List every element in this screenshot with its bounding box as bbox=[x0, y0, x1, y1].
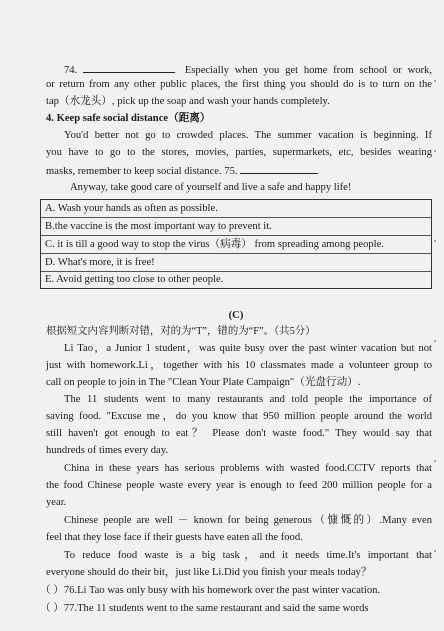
text-line: Anyway, take good care of yourself and live a safe and happy life! bbox=[70, 182, 352, 193]
text-line: You'd better not go to crowded places. The summer vacation is beginning. If bbox=[64, 130, 432, 141]
text-line: hundreds of times every day. bbox=[46, 445, 168, 456]
q74-blank[interactable] bbox=[83, 62, 175, 73]
text-line: just with homework.Li，together with his 10 classmates made a volunteer group to bbox=[46, 360, 432, 371]
text-line: To reduce food waste is a big task，and it needs time.It's important that bbox=[64, 550, 432, 561]
text-line: year. bbox=[46, 497, 67, 508]
q74-number: 74. bbox=[64, 65, 78, 76]
section-c-instruction: 根据短文内容判断对错，对的为“T”，错的为“F”。（共5分） bbox=[46, 326, 316, 337]
q75-blank[interactable] bbox=[240, 163, 318, 174]
text-line: call on people to join in The "Clean Your Plate Campaign"（光盘行动）. bbox=[46, 377, 361, 388]
question-76[interactable]: （ ）76.Li Tao was only busy with his homework over the past winter vacation. bbox=[40, 585, 381, 596]
option-a: A. Wash your hands as often as possible. bbox=[45, 203, 218, 214]
text-line: tap（水龙头）, pick up the soap and wash your hands completely. bbox=[46, 96, 330, 107]
text-line: The 11 students went to many restaurants and told people the importance of bbox=[64, 394, 432, 405]
q75-text: masks, remember to keep social distance. 75. bbox=[46, 166, 238, 177]
scan-margin-marks bbox=[434, 40, 438, 580]
option-e: E. Avoid getting too close to other people. bbox=[45, 274, 224, 285]
text-line: Chinese people are well － known for being generous（慷慨的）.Many even bbox=[64, 515, 432, 526]
text-line: saving food. "Excuse me，do you know that 950 million people around the world bbox=[46, 411, 432, 422]
options-box bbox=[40, 199, 432, 289]
text-line: Li Tao，a Junior 1 student，was quite busy over the past winter vacation but not bbox=[64, 343, 432, 354]
text-line: China in these years has serious problems with wasted food.CCTV reports that bbox=[64, 463, 432, 474]
section-c-label: (C) bbox=[228, 310, 244, 321]
text-line: feel that they lose face if their guests have eaten all the food. bbox=[46, 532, 303, 543]
q74-line bbox=[64, 62, 432, 78]
q75-line bbox=[46, 163, 432, 179]
text-line: you have to go to the stores, movies, parties, supermarkets, etc, besides wearing bbox=[46, 147, 432, 158]
question-77[interactable]: （ ）77.The 11 students went to the same restaurant and said the same words bbox=[40, 603, 369, 614]
text-line: or return from any other public places, the first thing you should do is to turn on the bbox=[46, 79, 432, 90]
text-line: the food Chinese people waste every year is enough to feed 200 million people for a bbox=[46, 480, 432, 491]
section-heading: 4. Keep safe social distance（距离） bbox=[46, 113, 211, 124]
q74-text: Especially when you get home from school or work, bbox=[184, 65, 432, 76]
text-line: everyone should do their bit，just like Li.Did you finish your meals today？ bbox=[46, 567, 372, 578]
option-d: D. What's more, it is free! bbox=[45, 257, 155, 268]
option-b: B.the vaccine is the most important way to prevent it. bbox=[45, 221, 272, 232]
text-line: still haven't got enough to eat？ Please don't waste food." They would say that bbox=[46, 428, 432, 439]
option-c: C. it is till a good way to stop the virus（病毒） from spreading among people. bbox=[45, 239, 384, 250]
